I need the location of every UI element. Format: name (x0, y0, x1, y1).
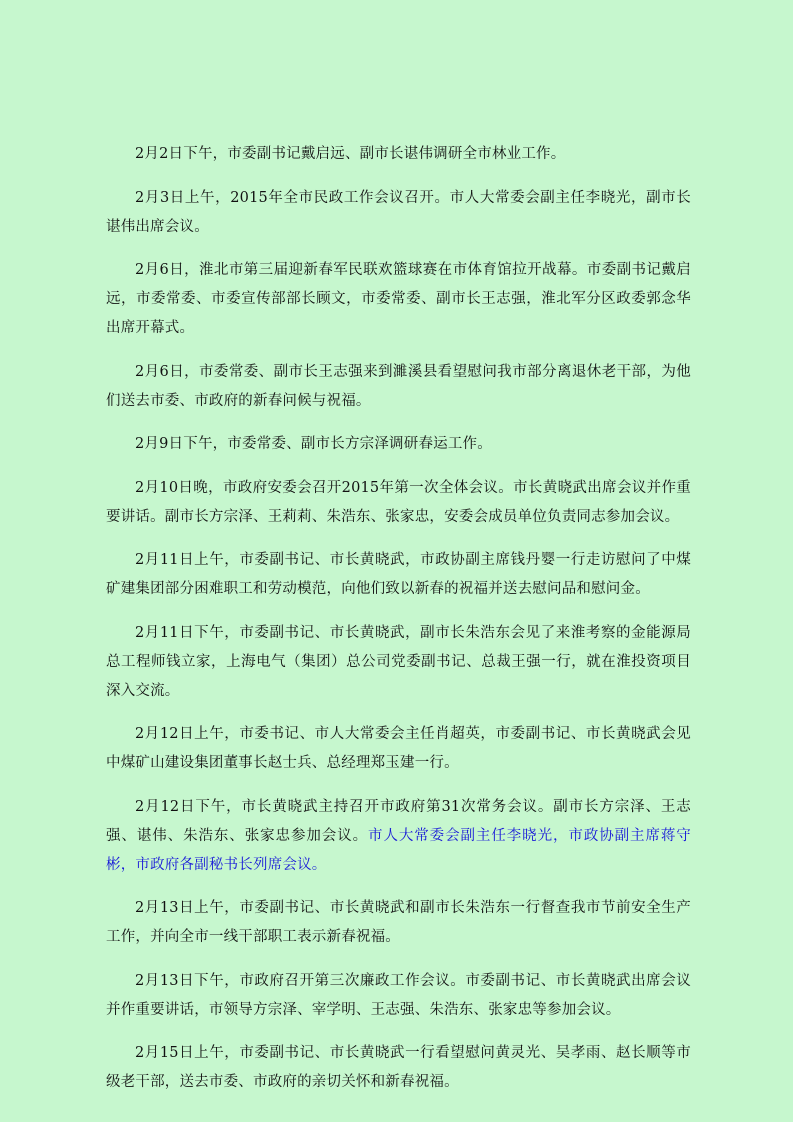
paragraph-text: 2月11日下午，市委副书记、市长黄晓武，副市长朱浩东会见了来淮考察的金能源局总工程师钱立家，上海电气（集团）总公司党委副书记、总裁王强一行，就在淮投资项目深入交流。 (106, 624, 691, 699)
highlighted-text: 市人大常委会副主任李晓光，市政协副主席蒋守彬，市政府各副秘书长列席会议。 (106, 827, 691, 873)
paragraph-text: 2月12日上午，市委书记、市人大常委会主任肖超英，市委副书记、市长黄晓武会见中煤矿山建设集团董事长赵士兵、总经理郑玉建一行。 (106, 726, 691, 771)
paragraph (106, 358, 691, 416)
document-page (106, 140, 691, 1112)
paragraph-text: 2月10日晚，市政府安委会召开2015年第一次全体会议。市长黄晓武出席会议并作重要讲话。副市长方宗泽、王莉莉、朱浩东、张家忠，安委会成员单位负责同志参加会议。 (106, 479, 691, 525)
paragraph-text: 2月12日下午，市长黄晓武主持召开市政府第31次常务会议。副市长方宗泽、王志强、谌伟、朱浩东、张家忠参加会议。 (106, 798, 691, 844)
paragraph (106, 140, 691, 169)
paragraph-text: 2月6日，淮北市第三届迎新春军民联欢篮球赛在市体育馆拉开战幕。市委副书记戴启远，市委常委、市委宣传部部长顾文，市委常委、副市长王志强，淮北军分区政委郭念华出席开幕式。 (106, 262, 691, 336)
paragraph (106, 619, 691, 706)
paragraph-text: 2月6日，市委常委、副市长王志强来到濉溪县看望慰问我市部分离退休老干部，为他们送去市委、市政府的新春问候与祝福。 (106, 363, 691, 409)
paragraph (106, 430, 691, 459)
paragraph (106, 720, 691, 778)
paragraph-text: 2月15日上午，市委副书记、市长黄晓武一行看望慰问黄灵光、吴孝雨、赵长顺等市级老干部，送去市委、市政府的亲切关怀和新春祝福。 (106, 1045, 691, 1090)
paragraph-text: 2月9日下午，市委常委、副市长方宗泽调研春运工作。 (135, 436, 492, 452)
paragraph (106, 474, 691, 532)
paragraph-text: 2月3日上午，2015年全市民政工作会议召开。市人大常委会副主任李晓光，副市长谌伟出席会议。 (106, 189, 691, 235)
paragraph-text: 2月13日上午，市委副书记、市长黄晓武和副市长朱浩东一行督查我市节前安全生产工作，并向全市一线干部职工表示新春祝福。 (106, 900, 691, 945)
paragraph (106, 546, 691, 604)
paragraph-text: 2月2日下午，市委副书记戴启远、副市长谌伟调研全市林业工作。 (135, 146, 566, 162)
paragraph (106, 184, 691, 242)
paragraph-text: 2月11日上午，市委副书记、市长黄晓武，市政协副主席钱丹婴一行走访慰问了中煤矿建集团部分困难职工和劳动模范，向他们致以新春的祝福并送去慰问品和慰问金。 (106, 552, 691, 597)
paragraph (106, 967, 691, 1025)
paragraph-text: 2月13日下午，市政府召开第三次廉政工作会议。市委副书记、市长黄晓武出席会议并作重要讲话，市领导方宗泽、宰学明、王志强、朱浩东、张家忠等参加会议。 (106, 972, 691, 1018)
paragraph (106, 1039, 691, 1097)
paragraph (106, 894, 691, 952)
paragraph (106, 793, 691, 880)
paragraph (106, 256, 691, 343)
